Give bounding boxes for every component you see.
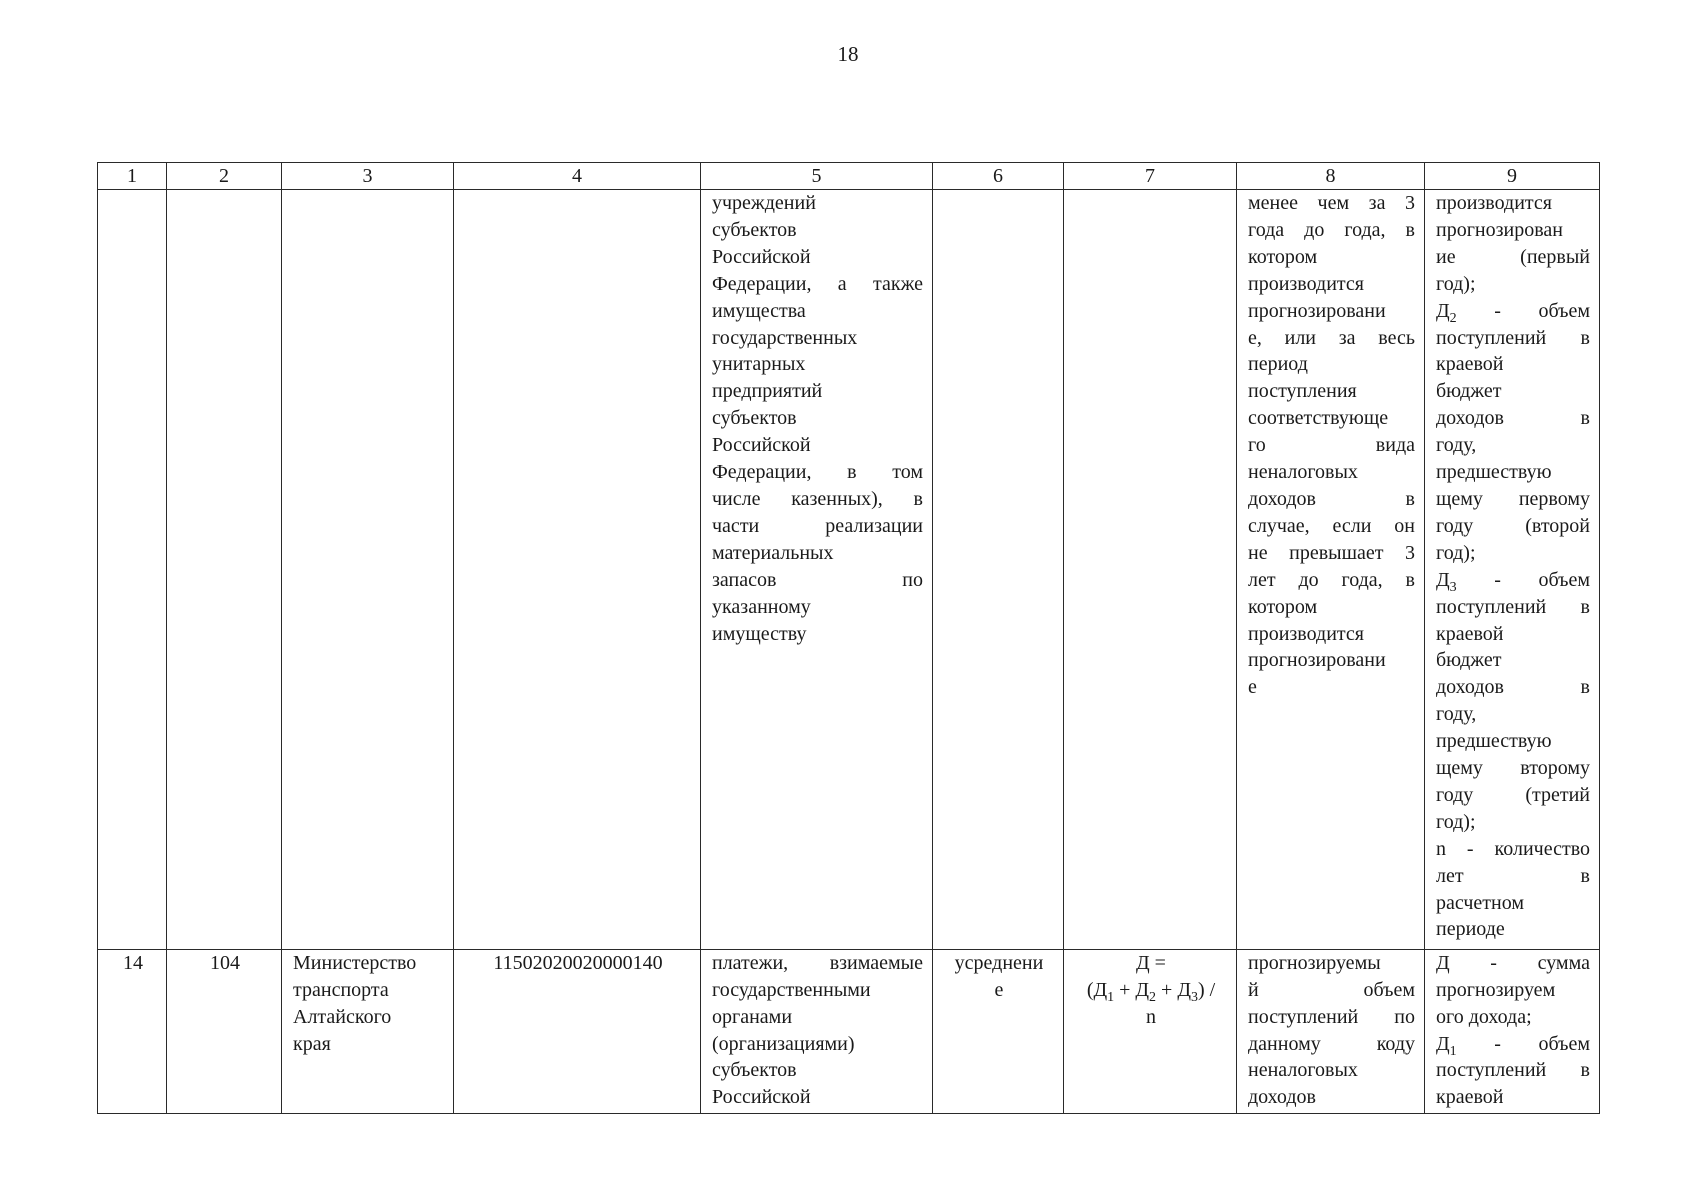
row14-col9-line: ого дохода; bbox=[1436, 1005, 1532, 1028]
cont-col8-line: менее чем за 3 bbox=[1248, 192, 1415, 215]
cont-col8-line: го вида bbox=[1248, 434, 1415, 457]
formula-line-2: $(Д_1 + Д_2 + Д_3)$ / bbox=[1086, 978, 1216, 1005]
cont-col8-line: случае, если он bbox=[1248, 514, 1415, 537]
cont-col9-line: поступлений в bbox=[1436, 595, 1590, 618]
cont-col9-line: год); bbox=[1436, 541, 1476, 564]
row14-col5-line: (организациями) bbox=[712, 1032, 855, 1055]
row14-authority-line: Алтайского bbox=[293, 1005, 392, 1028]
cont-col9-line: году (третий bbox=[1436, 783, 1590, 806]
cont-col9-line: краевой bbox=[1436, 622, 1504, 645]
row14-kbk: 11502020020000140 bbox=[454, 949, 701, 1113]
cont-cell-9 bbox=[1425, 190, 1600, 950]
cont-col5-line: государственных bbox=[712, 326, 858, 349]
cont-col9-line: щему второму bbox=[1436, 757, 1590, 780]
header-cell-9: 9 bbox=[1425, 163, 1600, 190]
cont-col9-line: лет в bbox=[1436, 864, 1590, 887]
cont-col8-line: производится bbox=[1248, 622, 1364, 645]
cont-col9-line: поступлений в bbox=[1436, 326, 1590, 349]
page-number: 18 bbox=[837, 42, 859, 66]
row14-col8-line: прогнозируемы bbox=[1248, 951, 1381, 974]
header-row bbox=[98, 163, 1600, 190]
cont-col9-line: краевой bbox=[1436, 353, 1504, 376]
cont-col8-line: не превышает 3 bbox=[1248, 541, 1415, 564]
row14-code: 104 bbox=[167, 949, 282, 1113]
formula-line-3: n bbox=[1146, 1005, 1156, 1028]
cont-col9-line: предшествую bbox=[1436, 461, 1552, 484]
row14-col8-line: данному коду bbox=[1248, 1032, 1415, 1055]
row14-col8-line: й объем bbox=[1248, 978, 1415, 1001]
row14-col9-line: поступлений в bbox=[1436, 1059, 1590, 1082]
row14-col8-line: доходов bbox=[1248, 1086, 1316, 1109]
row14-method-line: е bbox=[994, 978, 1004, 1001]
cont-col8-line: прогнозировани bbox=[1248, 299, 1386, 322]
header-cell-3: 3 bbox=[282, 163, 454, 190]
cont-col5-line: Российской bbox=[712, 434, 811, 457]
cont-col5-line: предприятий bbox=[712, 380, 823, 403]
cont-col8-line: лет до года, в bbox=[1248, 568, 1415, 591]
cont-col8-line: котором bbox=[1248, 595, 1318, 618]
header-cell-8: 8 bbox=[1237, 163, 1425, 190]
cont-col9-line: бюджет bbox=[1436, 380, 1502, 403]
cont-cell-3 bbox=[282, 190, 454, 950]
row14-col8-line: поступлений по bbox=[1248, 1005, 1415, 1028]
cont-col9-line: доходов в bbox=[1436, 676, 1590, 699]
cont-col9-line: году, bbox=[1436, 434, 1477, 457]
cont-col5-line: имуществу bbox=[712, 622, 807, 645]
cont-cell-6 bbox=[933, 190, 1064, 950]
row14-method bbox=[933, 949, 1064, 1113]
data-table bbox=[97, 162, 1600, 1114]
cont-col9-line: год); bbox=[1436, 810, 1476, 833]
header-cell-5: 5 bbox=[701, 163, 933, 190]
row14-col5-line: Российской bbox=[712, 1086, 811, 1109]
cont-cell-2 bbox=[167, 190, 282, 950]
cont-col8-line: поступления bbox=[1248, 380, 1357, 403]
row14-authority-line: края bbox=[293, 1032, 331, 1055]
row14-authority-line: транспорта bbox=[293, 978, 389, 1001]
row14-authority-line: Министерство bbox=[293, 951, 417, 974]
cont-col5-line: Российской bbox=[712, 245, 811, 268]
cont-col8-line: котором bbox=[1248, 245, 1318, 268]
cont-cell-1 bbox=[98, 190, 167, 950]
cont-col9-d: Д bbox=[1436, 299, 1450, 322]
cont-col9-line: бюджет bbox=[1436, 649, 1502, 672]
row14-col9-line: Д - сумма bbox=[1436, 951, 1590, 974]
cont-cell-7 bbox=[1064, 190, 1237, 950]
cont-col9-line: году (второй bbox=[1436, 514, 1590, 537]
cont-col5-line: субъектов bbox=[712, 407, 797, 430]
continued-row bbox=[98, 190, 1600, 950]
row14-col5-line: органами bbox=[712, 1005, 793, 1028]
cont-col8-line: е, или за весь bbox=[1248, 326, 1415, 349]
row14-col9-line: прогнозируем bbox=[1436, 978, 1556, 1001]
row14-number: 14 bbox=[98, 949, 167, 1113]
formula-line-1: Д = bbox=[1136, 951, 1166, 974]
row14-algorithm bbox=[1237, 949, 1425, 1113]
cont-col5-line: Федерации, в том bbox=[712, 461, 923, 484]
cont-col5-line: унитарных bbox=[712, 353, 806, 376]
header-cell-4: 4 bbox=[454, 163, 701, 190]
row14-col5-line: платежи, взимаемые bbox=[712, 951, 923, 974]
cont-col9-line: n - количество bbox=[1436, 837, 1590, 860]
cont-col5-line: числе казенных), в bbox=[712, 487, 923, 510]
cont-col8-line: период bbox=[1248, 353, 1308, 376]
cont-col9-line: расчетном bbox=[1436, 891, 1525, 914]
cont-col8-line: е bbox=[1248, 676, 1257, 699]
row14-method-line: усреднени bbox=[954, 951, 1044, 974]
cont-col5-line: учреждений bbox=[712, 192, 816, 215]
cont-col5-line: части реализации bbox=[712, 514, 923, 537]
cont-col5-line: Федерации, а также bbox=[712, 272, 923, 295]
cont-col9-line: году, bbox=[1436, 703, 1477, 726]
cont-col9-d-sub: 2 bbox=[1449, 310, 1457, 326]
cont-col9-line: щему первому bbox=[1436, 487, 1590, 510]
cont-col5-line: запасов по bbox=[712, 568, 923, 591]
cont-cell-5 bbox=[701, 190, 933, 950]
header-cell-7: 7 bbox=[1064, 163, 1237, 190]
cont-col9-line: предшествую bbox=[1436, 730, 1552, 753]
cont-cell-8 bbox=[1237, 190, 1425, 950]
cont-col9-line: доходов в bbox=[1436, 407, 1590, 430]
cont-col9-d: Д bbox=[1436, 568, 1450, 591]
cont-col9-line bbox=[1436, 298, 1590, 325]
cont-col5-line: материальных bbox=[712, 541, 834, 564]
row14-authority bbox=[282, 949, 454, 1113]
row14-col5-line: государственными bbox=[712, 978, 871, 1001]
cont-col8-line: года до года, в bbox=[1248, 218, 1415, 241]
header-cell-6: 6 bbox=[933, 163, 1064, 190]
cont-col8-line: неналоговых bbox=[1248, 461, 1358, 484]
cont-col8-line: доходов в bbox=[1248, 487, 1415, 510]
cont-col9-line bbox=[1436, 567, 1590, 594]
cont-col9-rest: - объем bbox=[1456, 299, 1590, 322]
cont-col9-line: ие (первый bbox=[1436, 245, 1590, 268]
row14-formula bbox=[1064, 949, 1237, 1113]
cont-col5-line: субъектов bbox=[712, 218, 797, 241]
cont-col9-d-sub: 3 bbox=[1449, 579, 1457, 595]
cont-col8-line: прогнозировани bbox=[1248, 649, 1386, 672]
cont-col5-line: указанному bbox=[712, 595, 811, 618]
row14-col5-line: субъектов bbox=[712, 1059, 797, 1082]
cont-col9-line: периоде bbox=[1436, 918, 1505, 941]
row14-income-name bbox=[701, 949, 933, 1113]
cont-col9-rest: - объем bbox=[1456, 568, 1590, 591]
cont-col8-line: производится bbox=[1248, 272, 1364, 295]
cont-col9-line: год); bbox=[1436, 272, 1476, 295]
cont-col9-line: производится bbox=[1436, 192, 1552, 215]
table-row bbox=[98, 949, 1600, 1113]
row14-col8-line: неналоговых bbox=[1248, 1059, 1358, 1082]
row14-description bbox=[1425, 949, 1600, 1113]
row14-col9-line: краевой bbox=[1436, 1086, 1504, 1109]
cont-col9-line: прогнозирован bbox=[1436, 218, 1563, 241]
cont-col5-line: имущества bbox=[712, 299, 806, 322]
header-cell-2: 2 bbox=[167, 163, 282, 190]
row14-col9-line: $Д_1$ - объем bbox=[1436, 1032, 1590, 1059]
cont-cell-4 bbox=[454, 190, 701, 950]
cont-col8-line: соответствующе bbox=[1248, 407, 1389, 430]
header-cell-1: 1 bbox=[98, 163, 167, 190]
